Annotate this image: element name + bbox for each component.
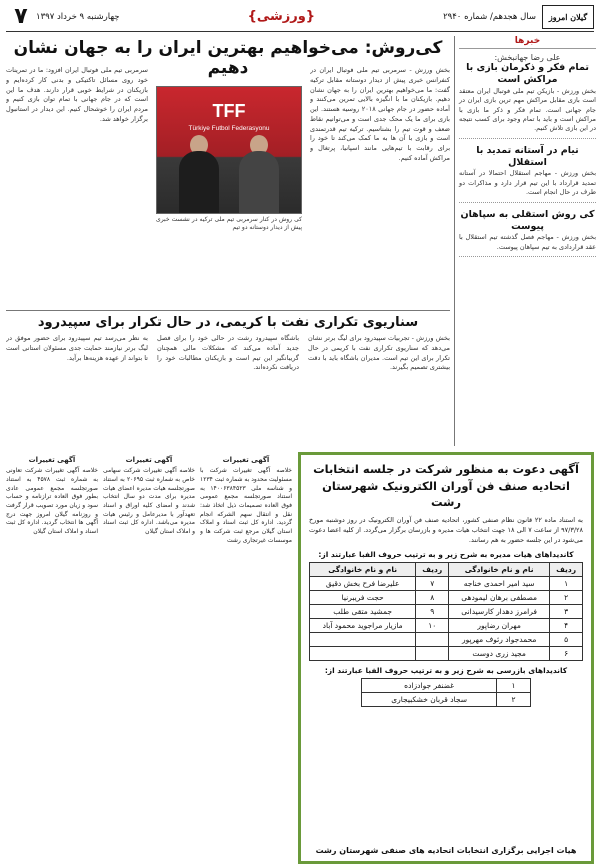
sidebar-news-item [459, 209, 596, 258]
news-body: بخش ورزش - مهاجم فصل گذشته تیم استقلال با عقد قراردادی به تیم سپاهان پیوست. [459, 233, 596, 251]
classified-ads [6, 452, 292, 864]
sidebar-news-item [459, 145, 596, 203]
second-article-title: سناریوی تکراری نفت با کریمی، در حال تکرار برای سپیدرود [6, 310, 450, 330]
main-article-body [6, 66, 450, 304]
board-candidates-caption: کاندیداهای هیات مدیره به شرح زیر و به ترتیب حروف الفبا عبارتند از: [318, 550, 574, 560]
section-label: {ورزشی} [247, 9, 316, 24]
news-title: تیام در آستانه تمدید با استقلال [476, 144, 579, 169]
ad-body: به استناد ماده ۲۲ قانون نظام صنفی کشور، اتحادیه صنف فن آوران الکترونیک در روز دوشنبه مورخ ۹۷/۳/۲۸ از ساعت ۷ الی ۱۸ جهت انتخاب هیات مدیره و بازرسان برگزار می‌گردد. از کلیه اعضا دعوت می‌شود در این جلسه حضور به هم رسانند. [309, 516, 583, 544]
news-title: تمام فکر و ذکرمان بازی با مراکش است [466, 62, 589, 86]
article-column: بخش ورزش - سرمربی تیم ملی فوتبال ایران در کنفرانس خبری پیش از دیدار دوستانه مقابل ترکیه گفت: ما می‌خواهیم بهترین ایران را به جهان نشان دهیم. بازیکنان ما با انگیزه بالایی تمرین می‌کنند و آماده حضور در جام جهانی ۲۰۱۸ روسیه هستند. این بازی برای ما یک محک جدی است و می‌توانیم نقاط ضعف و قوت تیم را بشناسیم. ترکیه تیم قدرتمندی است و بازی با آن ها به ما کمک می‌کند تا خود را برای رقابت با تیم‌هایی مانند اسپانیا، پرتغال و مراکش آماده کنیم. [310, 66, 450, 162]
inspector-candidates-table [361, 678, 531, 707]
classified-body: خلاصه آگهی تغییرات شرکت تعاونی به شماره ثبت ۴۵۷۸ به استناد صورتجلسه مجمع عمومی عادی بطور فوق العاده ترازنامه و حساب سود و زیان مورد تصویب قرار گرفت و روزنامه گیلان امروز جهت درج آگهی ها انتخاب گردید. اداره کل ثبت اسناد و املاک استان گیلان [6, 467, 98, 535]
article-column: سرمربی تیم ملی فوتبال ایران افزود: ما در تمرینات خود روی مسائل تاکتیکی و بدنی کار کرده‌ایم و بازیکنان در شرایط خوبی قرار دارند. هدف ما این است که در جام جهانی با تمام توان بازی کنیم و مردم ایران را خوشحال کنیم. این دیدار در استانبول برگزار خواهد شد. [6, 66, 148, 123]
page-number: ۷ [14, 4, 28, 29]
news-title: کی روش استقلی به سپاهان پیوست [460, 208, 595, 233]
news-sidebar [454, 36, 596, 446]
classified-body: خلاصه آگهی تغییرات شرکت با مسئولیت محدود به شماره ثبت ۱۲۳۴ و شناسه ملی ۱۴۰۰۶۳۸۴۵۲۳ به استناد صورتجلسه مجمع عمومی فوق العاده تصمیمات ذیل اتخاذ شد: نقل و انتقال سهم الشرکه انجام گردید. اداره کل ثبت اسناد و املاک استان گیلان مرجع ثبت شرکت ها و موسسات غیرتجاری رشت [200, 467, 292, 544]
main-article-title: کی‌روش: می‌خواهیم بهترین ایران را به جهان نشان دهیم [13, 38, 443, 78]
issue-date: چهارشنبه ۹ خرداد ۱۳۹۷ [36, 11, 120, 22]
ad-title: آگهی دعوت به منظور شرکت در جلسه انتخابات اتحادیه صنف فن آوران الکترونیک شهرستان رشت [313, 462, 579, 510]
table-row: ۵ محمدجواد رئوف مهرپور [310, 633, 583, 647]
photo-logo-subtext: Türkiye Futbol Federasyonu [188, 125, 270, 132]
classified-body: خلاصه آگهی تغییرات شرکت سهامی خاص به شماره ثبت ۲۰۶۹۵ به استناد صورتجلسه هیات مدیره اعضای هیات مدیره برای مدت دو سال انتخاب شدند و امضای کلیه اوراق و اسناد تعهدآور با مدیرعامل و رئیس هیات مدیره می‌باشد. اداره کل ثبت اسناد و املاک استان گیلان [103, 467, 195, 535]
table-row: ۲ سجاد قربان خشکبیجاری [362, 693, 531, 707]
news-body: بخش ورزش - بازیکن تیم ملی فوتبال ایران معتقد است بازی مقابل مراکش مهم ترین بازی ایران در جام جهانی است. تمام فکر و ذکر ما بازی با مراکش است و باید با تمام وجود برای کسب نتیجه در این بازی تلاش کنیم. [459, 86, 596, 133]
news-body: بخش ورزش - مهاجم استقلال احتمالا در آستانه تمدید قرارداد با این تیم قرار دارد و مذاکرات دو طرف در حال انجام است. [459, 169, 596, 197]
photo-logo-text: TFF [212, 101, 246, 121]
second-article-body [6, 334, 450, 446]
classified-title: آگهی تغییرات [222, 456, 270, 464]
issue-number: سال هجدهم/ شماره ۲۹۴۰ [443, 11, 536, 22]
sidebar-news-item [459, 53, 596, 139]
table-row: ۴ مهران رضاپور ۱۰ مازیار مراجوید محمود آباد [310, 619, 583, 633]
classified-title: آگهی تغییرات [125, 456, 173, 464]
table-row: ۶ مجید زری دوست [310, 647, 583, 661]
table-row: ۳ فرامرز دهدار کارسیدانی ۹ جمشید متقی طلب [310, 605, 583, 619]
article-column: به نظر می‌رسد تیم سپیدرود برای حضور موفق در لیگ برتر نیازمند حمایت جدی مسئولان استانی است تا بتواند از عهده هزینه‌ها برآید. [6, 334, 148, 362]
election-ad-box [298, 452, 594, 864]
table-row: ۱ غضنفر جوادزاده [362, 679, 531, 693]
classified-title: آگهی تغییرات [28, 456, 76, 464]
newspaper-logo: گیلان امروز [542, 5, 594, 29]
page-header [6, 2, 594, 32]
classified-column [103, 452, 195, 864]
classified-column [200, 452, 292, 864]
sidebar-heading: خبرها [459, 36, 596, 49]
board-candidates-table: ردیف نام و نام خانوادگی ردیف نام و نام خانوادگی ۱ سید امیر احمدی خناجه ۷ علیرضا فرح بخش دقیق ۲ مصطفی برهان لیمودهی ۸ حجت فریبرنیا ۳ فرامرز دهدار کارسیدانی ۹ جمشید متقی طلب ۴ مهران رضاپور ۱۰ مازیار مراجوید محمود آباد ۵ محمدجواد رئوف مهرپور ۶ مجید زری دوست [309, 562, 583, 661]
table-row: ۱ سید امیر احمدی خناجه ۷ علیرضا فرح بخش دقیق [310, 577, 583, 591]
news-subtitle: علی رضا جهانبخش: [494, 53, 561, 62]
inspector-candidates-caption: کاندیداهای بازرسی به شرح زیر و به ترتیب حروف الفبا عبارتند از: [324, 666, 568, 676]
article-column: بخش ورزش - تجربیات سپیدرود برای لیگ برتر نشان می‌دهد که سناریوی تکراری نفت با کریمی در حال تکرار برای این تیم است. مدیران باشگاه باید با دقت بیشتری تصمیم بگیرند. [308, 334, 450, 372]
ad-footer: هیات اجرایی برگزاری انتخابات اتحادیه های صنفی شهرستان رشت [315, 846, 577, 855]
press-conference-photo [156, 86, 302, 214]
photo-caption: کی روش در کنار سرمربی تیم ملی ترکیه در نشست خبری پیش از دیدار دوستانه دو تیم [156, 216, 302, 232]
article-column: باشگاه سپیدرود رشت در حالی خود را برای فصل جدید آماده می‌کند که مشکلات مالی همچنان گریبانگیر این تیم است و بازیکنان مطالبات خود را دریافت نکرده‌اند. [157, 334, 299, 372]
table-row: ۲ مصطفی برهان لیمودهی ۸ حجت فریبرنیا [310, 591, 583, 605]
classified-column [6, 452, 98, 864]
